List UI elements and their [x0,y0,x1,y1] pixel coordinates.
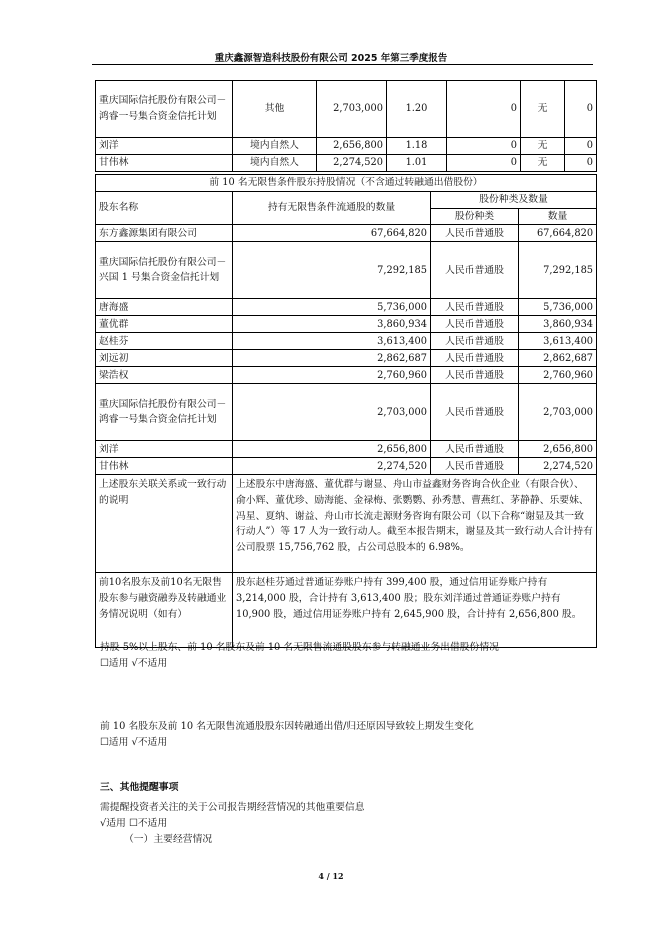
holder-type: 其他 [233,81,317,138]
holder-name: 东方鑫源集团有限公司 [96,225,233,242]
table-row [96,441,597,458]
holder-shares: 2,656,800 [317,138,387,155]
holder-num: 3,613,400 [519,333,597,350]
report-header: 重庆鑫源智造科技股份有限公司 2025 年第三季度报告 [214,53,448,64]
col-header-num: 数量 [519,208,597,225]
holder-qty: 2,656,800 [233,441,431,458]
table-row [96,350,597,367]
holder-pct: 1.20 [387,81,447,138]
holder-qty: 67,664,820 [233,225,431,242]
holder-num: 67,664,820 [519,225,597,242]
holder-shares: 2,703,000 [317,81,387,138]
holder-shares: 2,274,520 [317,155,387,172]
holder-num: 2,274,520 [519,458,597,475]
table-row [96,155,597,172]
holder-num: 5,736,000 [519,299,597,316]
holder-qty: 2,703,000 [233,384,431,441]
holder-pledge-num: 0 [565,138,597,155]
other-reminders-section [100,780,365,848]
margin-trading-text: 股东赵桂芬通过普通证券账户持有 399,400 股，通过信用证券账户持有 3,214,000 股，合计持有 3,613,400 股；股东刘洋通过普通证券账户持有 10,900 股，通过信用证券账户持有 2,645,900 股，合计持有 2,656,800 股。 [233,573,597,648]
related-parties-row [96,475,597,573]
holder-qty: 3,860,934 [233,316,431,333]
holder-num: 2,703,000 [519,384,597,441]
table-row [96,367,597,384]
holder-name: 重庆国际信托股份有限公司－兴国 1 号集合资金信托计划 [96,242,233,299]
holder-kind: 人民币普通股 [431,350,519,367]
holder-kind: 人民币普通股 [431,316,519,333]
holder-name: 重庆国际信托股份有限公司－鸿睿一号集合资金信托计划 [96,384,233,441]
securities-lending-title: 持股 5%以上股东、前 10 名股东及前 10 名无限售流通股股东参与转融通业务出借股份情况 [100,642,499,653]
lending-change-paragraph [100,719,474,751]
holder-pledge-num: 0 [565,155,597,172]
holder-name: 刘洋 [96,441,233,458]
holder-name: 刘远初 [96,350,233,367]
lending-change-title: 前 10 名股东及前 10 名无限售流通股股东因转融通出借/归还原因导致较上期发生变化 [100,721,474,732]
holder-num: 2,862,687 [519,350,597,367]
holder-qty: 5,736,000 [233,299,431,316]
holder-name: 梁浩权 [96,367,233,384]
col-header-kind: 股份种类 [431,208,519,225]
top-shareholders-table-continued [95,80,597,172]
table-row [96,138,597,155]
holder-qty: 2,760,960 [233,367,431,384]
holder-type: 境内自然人 [233,138,317,155]
table-row [96,384,597,441]
margin-trading-row [96,573,597,648]
holder-kind: 人民币普通股 [431,242,519,299]
holder-kind: 人民币普通股 [431,441,519,458]
holder-pct: 1.01 [387,155,447,172]
holder-kind: 人民币普通股 [431,384,519,441]
holder-name: 甘伟林 [96,458,233,475]
holder-pledge: 无 [521,81,565,138]
col-header-kind-group: 股份种类及数量 [431,192,597,209]
related-parties-label: 上述股东关联关系或一致行动的说明 [96,475,233,573]
holder-qty: 3,613,400 [233,333,431,350]
holder-restricted: 0 [447,138,521,155]
col-header-qty: 持有无限售条件流通股的数量 [233,192,431,225]
section-option: √适用 ☐不适用 [100,818,168,829]
subsection-title: （一）主要经营情况 [124,834,213,845]
unrestricted-shareholders-table [95,174,597,648]
holder-num: 3,860,934 [519,316,597,333]
related-parties-text: 上述股东中唐海盛、董优群与谢显、舟山市益鑫财务咨询合伙企业（有限合伙）、俞小辉、董优珍、励海能、金禄梅、张鹦鹦、孙秀慧、曹燕红、茅静静、乐要妹、冯星、夏纳、谢益、舟山市长流走源财务咨询有限公司（以下合称“谢显及其一致行动人”）等 17 人为一致行动人。截至本报告期末，谢显及其一致行动人合计持有公司股票 15,756,762 股，占公司总股本的 6.98%。 [233,475,597,573]
holder-pledge: 无 [521,155,565,172]
table-row [96,299,597,316]
col-header-name: 股东名称 [96,192,233,225]
table-row [96,316,597,333]
holder-qty: 7,292,185 [233,242,431,299]
holder-kind: 人民币普通股 [431,458,519,475]
holder-name: 赵桂芬 [96,333,233,350]
securities-lending-paragraph [100,640,499,672]
table-row [96,242,597,299]
holder-pledge: 无 [521,138,565,155]
table-row [96,458,597,475]
holder-kind: 人民币普通股 [431,333,519,350]
section-heading: 三、其他提醒事项 [100,782,179,793]
holder-type: 境内自然人 [233,155,317,172]
table-row [96,225,597,242]
table-row [96,81,597,138]
lending-change-option: ☐适用 √不适用 [100,737,168,748]
holder-num: 2,760,960 [519,367,597,384]
securities-lending-option: ☐适用 √不适用 [100,658,168,669]
holder-kind: 人民币普通股 [431,299,519,316]
holder-restricted: 0 [447,81,521,138]
holder-num: 7,292,185 [519,242,597,299]
holder-name: 唐海盛 [96,299,233,316]
holder-num: 2,656,800 [519,441,597,458]
holder-kind: 人民币普通股 [431,367,519,384]
header-rule [92,64,593,65]
holder-name: 甘伟林 [96,155,233,172]
holder-name: 刘洋 [96,138,233,155]
holder-qty: 2,862,687 [233,350,431,367]
page-number: 4 / 12 [318,871,344,881]
holder-name: 重庆国际信托股份有限公司－鸿睿一号集合资金信托计划 [96,81,233,138]
holder-restricted: 0 [447,155,521,172]
holder-name: 董优群 [96,316,233,333]
holder-pledge-num: 0 [565,81,597,138]
table-row [96,333,597,350]
section-desc: 需提醒投资者关注的关于公司报告期经营情况的其他重要信息 [100,802,365,813]
unrestricted-section-title: 前 10 名无限售条件股东持股情况（不含通过转融通出借股份） [96,175,597,192]
holder-pct: 1.18 [387,138,447,155]
margin-trading-label: 前10名股东及前10名无限售股东参与融资融券及转融通业务情况说明（如有） [96,573,233,648]
holder-kind: 人民币普通股 [431,225,519,242]
holder-qty: 2,274,520 [233,458,431,475]
